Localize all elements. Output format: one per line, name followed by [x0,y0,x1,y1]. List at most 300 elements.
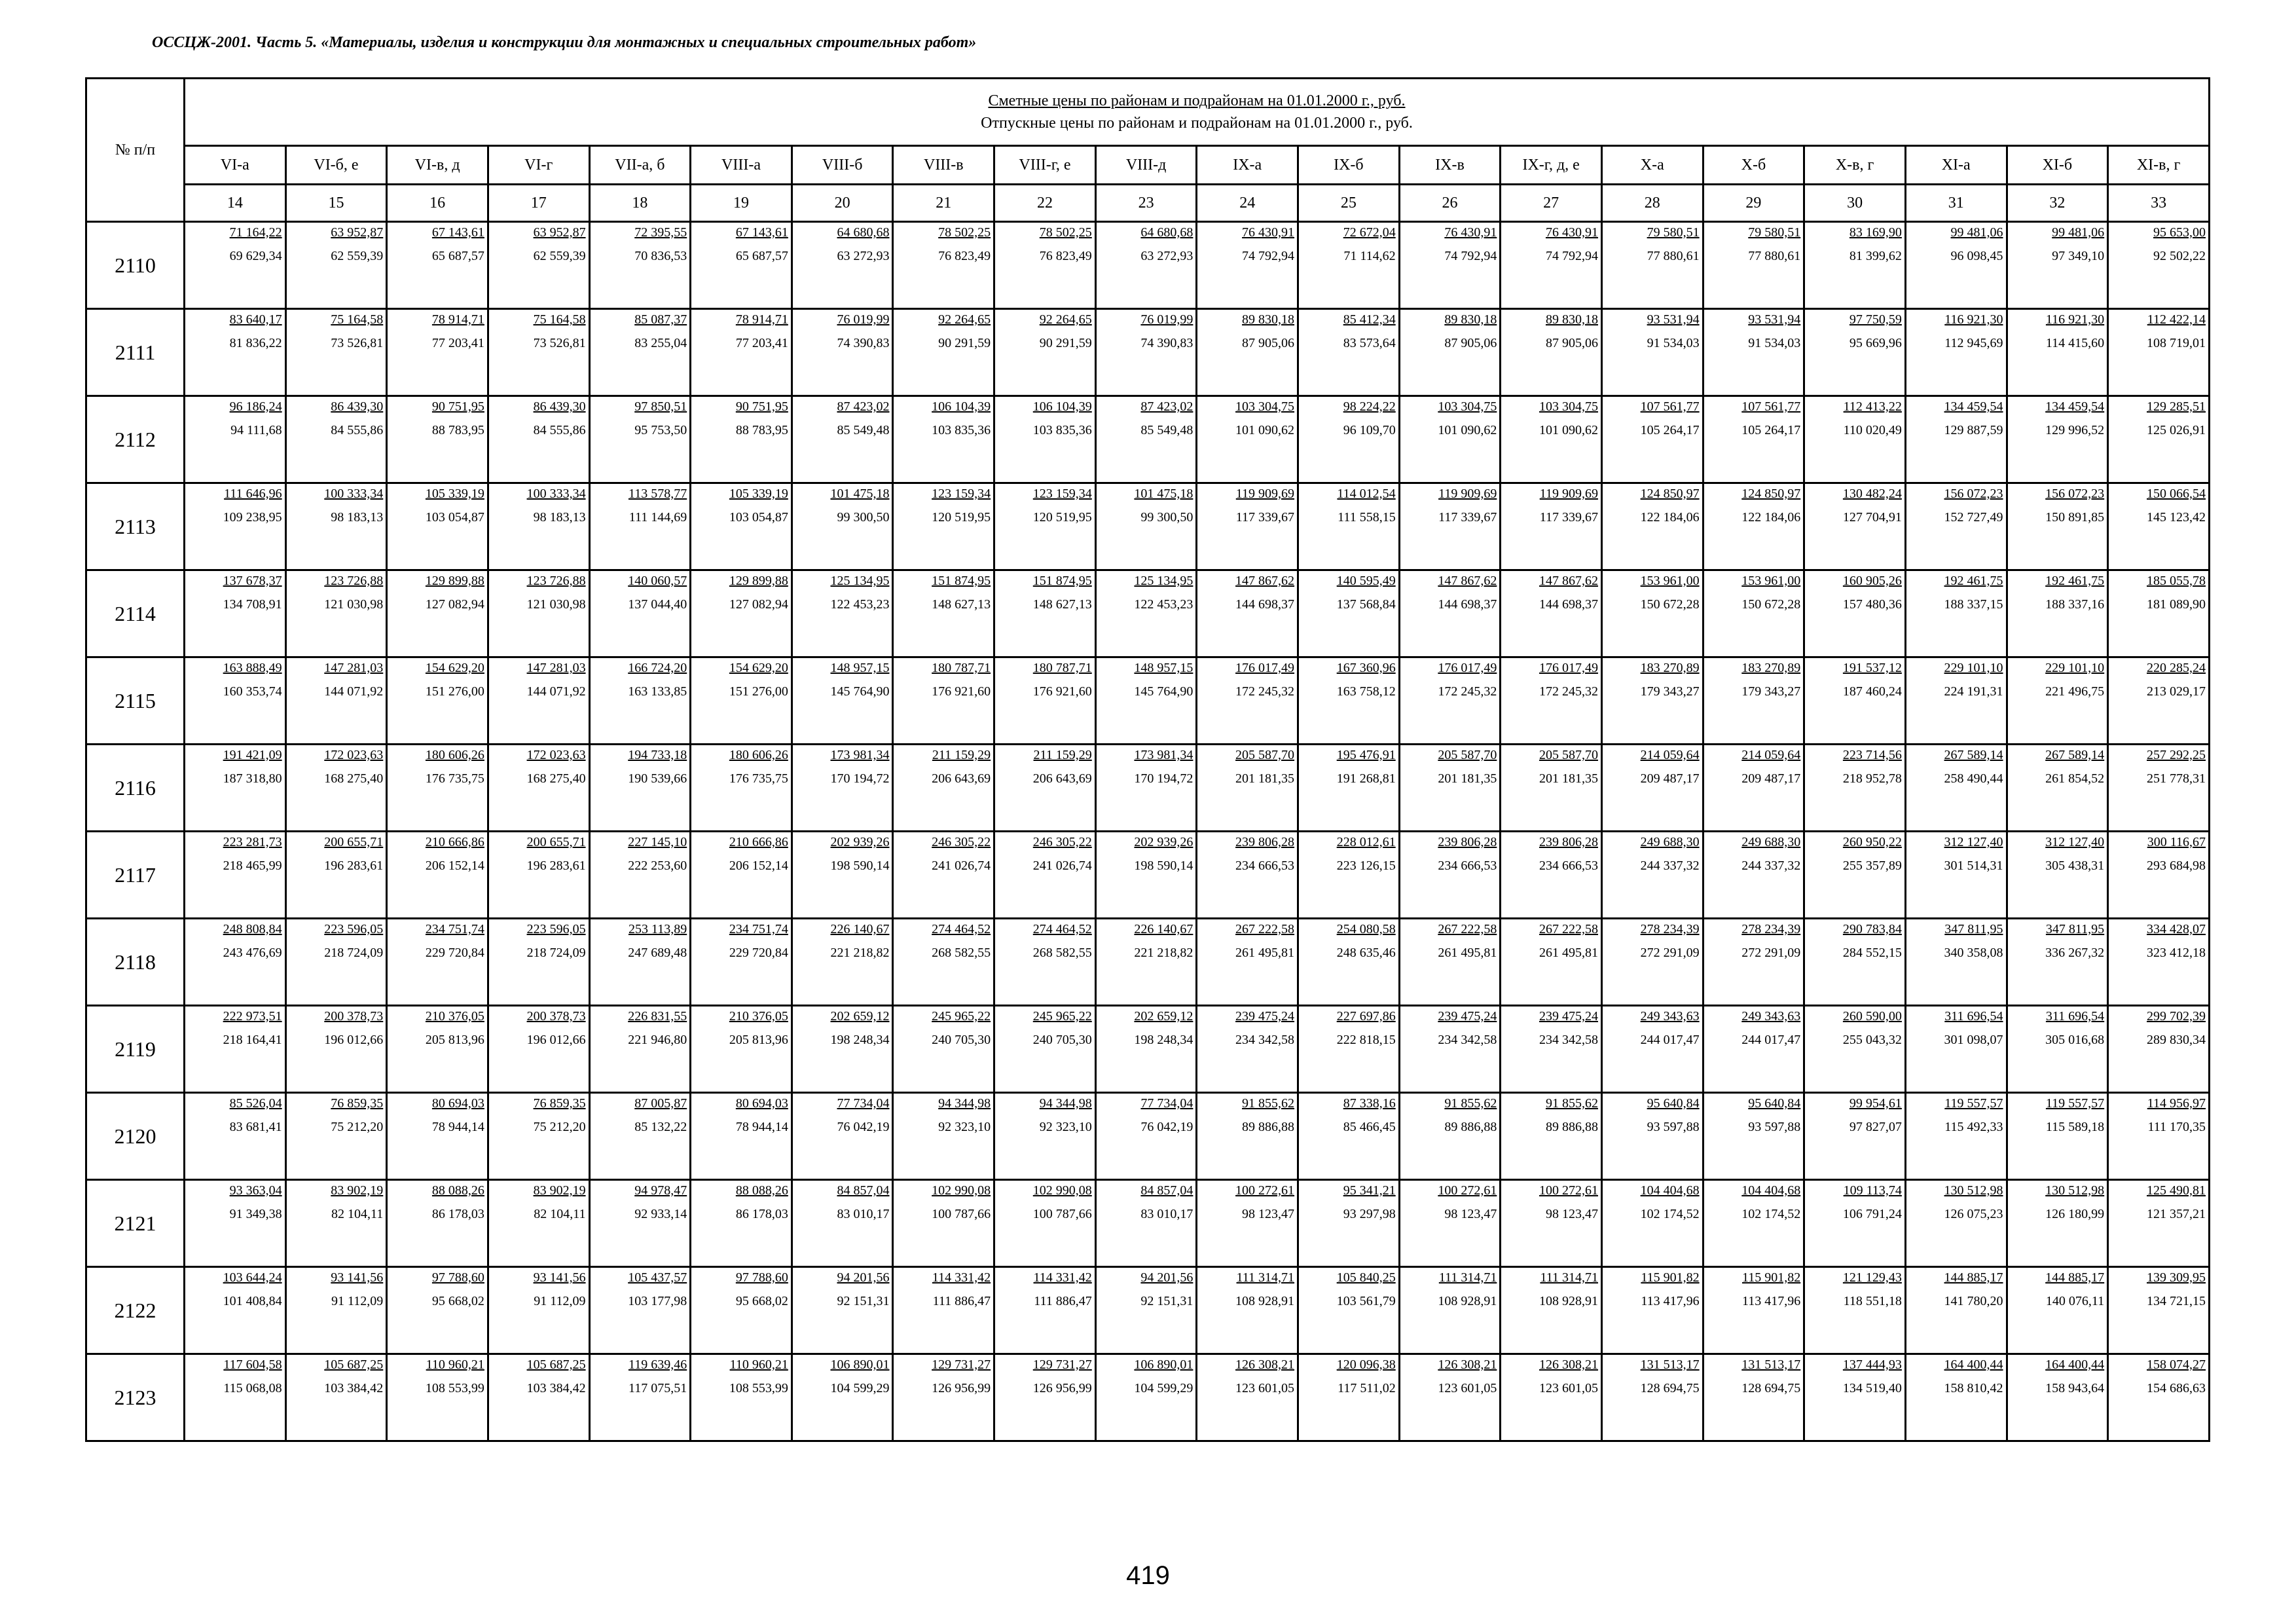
release-price: 134 708,91 [223,597,282,612]
price-cell [2007,1267,2108,1354]
estimated-price: 94 201,56 [837,1270,890,1285]
price-cell [285,745,387,832]
price-cell [387,483,488,570]
release-price: 88 783,95 [431,423,484,437]
estimated-price: 151 874,95 [1032,574,1092,588]
estimated-price: 95 640,84 [1748,1096,1801,1111]
price-cell [1095,1006,1197,1093]
release-price: 196 012,66 [526,1033,586,1047]
release-price: 86 178,03 [431,1207,484,1221]
estimated-price: 123 726,88 [526,574,586,588]
price-cell [589,919,691,1006]
price-cell [1905,396,2007,483]
release-price: 244 337,32 [1640,858,1700,873]
release-price: 144 698,37 [1438,597,1497,612]
estimated-price: 102 990,08 [1032,1183,1092,1198]
price-cell [893,832,994,919]
price-cell [2108,1093,2210,1180]
release-price: 69 629,34 [229,249,282,263]
release-price: 148 627,13 [932,597,991,612]
release-price: 121 030,98 [526,597,586,612]
price-cell [387,745,488,832]
price-cell [285,483,387,570]
release-price: 261 495,81 [1438,946,1497,960]
price-cell [589,1354,691,1441]
release-price: 118 551,18 [1843,1294,1902,1308]
release-price: 77 880,61 [1748,249,1801,263]
release-price: 145 764,90 [830,684,890,699]
release-price: 111 886,47 [932,1294,991,1308]
estimated-price: 148 957,15 [1134,661,1194,675]
table-row [86,1267,2210,1354]
release-price: 115 068,08 [223,1381,282,1395]
release-price: 244 337,32 [1741,858,1801,873]
release-price: 126 180,99 [2045,1207,2105,1221]
release-price: 213 029,17 [2147,684,2206,699]
price-cell [1501,1354,1602,1441]
price-cell [1298,1354,1400,1441]
estimated-price: 104 404,68 [1640,1183,1700,1198]
estimated-price: 180 606,26 [729,748,788,762]
region-header: VIII-г, е [994,146,1096,185]
estimated-price: 125 134,95 [830,574,890,588]
estimated-price: 107 561,77 [1741,399,1801,414]
estimated-price: 114 331,42 [932,1270,991,1285]
estimated-price: 91 855,62 [1242,1096,1295,1111]
release-price: 248 635,46 [1336,946,1396,960]
release-price: 150 891,85 [2045,510,2105,525]
release-price: 65 687,57 [431,249,484,263]
estimated-price: 164 400,44 [1944,1357,2003,1372]
release-price: 293 684,98 [2147,858,2206,873]
estimated-price: 76 430,91 [1242,225,1295,240]
price-cell [1095,657,1197,745]
price-cell [1501,1267,1602,1354]
price-cell [994,832,1096,919]
estimated-price: 210 666,86 [425,835,484,849]
estimated-price: 77 734,04 [1140,1096,1194,1111]
release-price: 229 720,84 [729,946,788,960]
price-cell [185,1006,286,1093]
estimated-price: 183 270,89 [1741,661,1801,675]
estimated-price: 96 186,24 [229,399,282,414]
estimated-price: 83 902,19 [533,1183,586,1198]
estimated-price: 200 655,71 [526,835,586,849]
estimated-price: 173 981,34 [1134,748,1194,762]
price-cell [185,1354,286,1441]
estimated-price: 144 885,17 [2045,1270,2105,1285]
release-price: 101 090,62 [1235,423,1295,437]
release-price: 268 582,55 [1032,946,1092,960]
estimated-price: 249 688,30 [1741,835,1801,849]
estimated-price: 311 696,54 [1944,1009,2003,1024]
release-price: 244 017,47 [1640,1033,1700,1047]
estimated-price: 211 159,29 [932,748,991,762]
release-price: 103 384,42 [526,1381,586,1395]
estimated-price: 67 143,61 [431,225,484,240]
price-cell [1804,570,1906,657]
estimated-price: 109 113,74 [1843,1183,1902,1198]
price-cell [1804,396,1906,483]
estimated-price: 83 640,17 [229,312,282,327]
release-price: 141 780,20 [1944,1294,2003,1308]
estimated-price: 76 019,99 [837,312,890,327]
release-price: 92 933,14 [634,1207,687,1221]
estimated-price: 110 960,21 [426,1357,484,1372]
num-header: № п/п [86,79,185,222]
estimated-price: 105 339,19 [729,487,788,501]
estimated-price: 87 005,87 [634,1096,687,1111]
release-price: 77 880,61 [1647,249,1700,263]
release-price: 123 601,05 [1438,1381,1497,1395]
price-cell [1399,570,1501,657]
estimated-price: 100 333,34 [526,487,586,501]
estimated-price: 200 378,73 [526,1009,586,1024]
release-price: 103 561,79 [1336,1294,1396,1308]
release-price: 91 534,03 [1748,336,1801,350]
estimated-price: 210 376,05 [729,1009,788,1024]
price-cell [1197,570,1298,657]
release-price: 92 151,31 [837,1294,890,1308]
release-price: 105 264,17 [1640,423,1700,437]
release-price: 83 573,64 [1343,336,1396,350]
release-price: 62 559,39 [533,249,586,263]
column-number: 32 [2007,185,2108,222]
price-cell [1298,657,1400,745]
price-cell [1197,919,1298,1006]
estimated-price: 88 088,26 [735,1183,788,1198]
release-price: 201 181,35 [1539,771,1598,786]
release-price: 198 590,14 [830,858,890,873]
release-price: 101 408,84 [223,1294,282,1308]
price-cell [994,1180,1096,1267]
estimated-price: 267 222,58 [1539,922,1598,936]
estimated-price: 102 990,08 [932,1183,991,1198]
estimated-price: 220 285,24 [2147,661,2206,675]
price-cell [589,657,691,745]
estimated-price: 267 222,58 [1438,922,1497,936]
estimated-price: 211 159,29 [1033,748,1092,762]
release-price: 150 672,28 [1741,597,1801,612]
price-cell [1298,1267,1400,1354]
release-price: 120 519,95 [1032,510,1092,525]
release-price: 121 357,21 [2147,1207,2206,1221]
price-cell [691,745,792,832]
price-cell [2007,222,2108,309]
estimated-price: 95 653,00 [2153,225,2206,240]
column-number: 27 [1501,185,1602,222]
release-price: 91 112,09 [534,1294,586,1308]
region-header: X-б [1703,146,1804,185]
price-cell [1905,1006,2007,1093]
release-price: 103 054,87 [425,510,484,525]
price-cell [994,1093,1096,1180]
release-price: 76 042,19 [837,1120,890,1134]
price-cell [1399,396,1501,483]
release-price: 91 534,03 [1647,336,1700,350]
estimated-price: 105 840,25 [1336,1270,1396,1285]
price-cell [2108,832,2210,919]
release-price: 112 945,69 [1944,336,2003,350]
estimated-price: 260 590,00 [1842,1009,1902,1024]
price-cell [1095,832,1197,919]
price-cell [1298,745,1400,832]
region-header: X-в, г [1804,146,1906,185]
release-price: 158 943,64 [2045,1381,2105,1395]
estimated-price: 72 395,55 [634,225,687,240]
release-price: 191 268,81 [1336,771,1396,786]
release-price: 176 921,60 [1032,684,1092,699]
estimated-price: 299 702,39 [2147,1009,2206,1024]
column-number: 15 [285,185,387,222]
estimated-price: 78 914,71 [735,312,788,327]
release-price: 88 783,95 [735,423,788,437]
price-cell [1298,309,1400,396]
estimated-price: 90 751,95 [735,399,788,414]
price-cell [387,832,488,919]
price-cell [488,832,589,919]
release-price: 209 487,17 [1741,771,1801,786]
release-price: 91 112,09 [331,1294,384,1308]
release-price: 100 787,66 [932,1207,991,1221]
price-cell [1601,832,1703,919]
estimated-price: 92 264,65 [938,312,991,327]
price-cell [1298,483,1400,570]
price-cell [2007,745,2108,832]
estimated-price: 180 787,71 [1032,661,1092,675]
price-cell [1095,1354,1197,1441]
release-price: 117 075,51 [628,1381,687,1395]
price-cell [1298,396,1400,483]
estimated-price: 234 751,74 [425,922,484,936]
estimated-price: 84 857,04 [1140,1183,1194,1198]
release-price: 134 721,15 [2147,1294,2206,1308]
price-cell [1298,1006,1400,1093]
release-price: 258 490,44 [1944,771,2003,786]
price-cell [1501,919,1602,1006]
price-cell [2108,396,2210,483]
row-number: 2115 [86,657,185,745]
estimated-price: 166 724,20 [628,661,687,675]
release-price: 198 590,14 [1134,858,1194,873]
estimated-price: 267 589,14 [1944,748,2003,762]
price-cell [893,396,994,483]
price-cell [1804,745,1906,832]
estimated-price: 119 639,46 [628,1357,687,1372]
price-cell [2007,1093,2108,1180]
estimated-price: 90 751,95 [431,399,484,414]
release-price: 125 026,91 [2147,423,2206,437]
estimated-price: 205 587,70 [1438,748,1497,762]
price-cell [1601,1267,1703,1354]
price-cell [994,919,1096,1006]
estimated-price: 131 513,17 [1741,1357,1801,1372]
release-price: 163 133,85 [628,684,687,699]
release-price: 99 300,50 [1140,510,1194,525]
release-price: 301 098,07 [1944,1033,2003,1047]
price-cell [2007,396,2108,483]
estimated-price: 94 201,56 [1140,1270,1194,1285]
release-price: 206 643,69 [932,771,991,786]
region-header: VI-б, е [285,146,387,185]
release-price: 76 042,19 [1140,1120,1194,1134]
table-row [86,1093,2210,1180]
estimated-price: 223 714,56 [1842,748,1902,762]
release-price: 221 946,80 [628,1033,687,1047]
estimated-price: 114 956,97 [2147,1096,2206,1111]
release-price: 81 399,62 [1849,249,1902,263]
release-price: 218 952,78 [1842,771,1902,786]
release-price: 117 511,02 [1338,1381,1396,1395]
price-cell [893,745,994,832]
release-price: 206 152,14 [729,858,788,873]
price-cell [2108,483,2210,570]
price-cell [1804,222,1906,309]
release-price: 98 183,13 [331,510,384,525]
release-price: 96 098,45 [1950,249,2003,263]
price-cell [488,1354,589,1441]
table-row [86,570,2210,657]
estimated-prices-title: Сметные цены по районам и подрайонам на 01.01.2000 г., руб. [988,92,1406,109]
region-header: IX-б [1298,146,1400,185]
estimated-price: 147 867,62 [1438,574,1497,588]
region-header: XI-в, г [2108,146,2210,185]
row-number: 2122 [86,1267,185,1354]
price-cell [1095,570,1197,657]
price-cell [185,1180,286,1267]
price-cell [1703,396,1804,483]
estimated-price: 94 344,98 [938,1096,991,1111]
release-price: 94 111,68 [230,423,282,437]
release-price: 102 174,52 [1741,1207,1801,1221]
release-price: 168 275,40 [526,771,586,786]
release-price: 115 492,33 [1944,1120,2003,1134]
release-price: 71 114,62 [1343,249,1396,263]
price-cell [994,396,1096,483]
estimated-price: 210 376,05 [425,1009,484,1024]
estimated-price: 126 308,21 [1539,1357,1598,1372]
estimated-price: 260 950,22 [1842,835,1902,849]
estimated-price: 107 561,77 [1640,399,1700,414]
table-row [86,657,2210,745]
release-price: 218 724,09 [324,946,384,960]
estimated-price: 176 017,49 [1438,661,1497,675]
price-cell [1703,1267,1804,1354]
price-cell [994,222,1096,309]
release-price: 111 144,69 [629,510,687,525]
release-price: 74 390,83 [1140,336,1194,350]
price-cell [691,222,792,309]
table-row [86,745,2210,832]
price-cell [387,1354,488,1441]
column-number: 29 [1703,185,1804,222]
estimated-price: 105 339,19 [425,487,484,501]
estimated-price: 63 952,87 [533,225,586,240]
price-cell [1703,483,1804,570]
estimated-price: 103 644,24 [223,1270,282,1285]
price-cell [1501,483,1602,570]
price-cell [1703,832,1804,919]
estimated-price: 106 104,39 [932,399,991,414]
release-price: 122 184,06 [1741,510,1801,525]
estimated-price: 129 731,27 [1032,1357,1092,1372]
release-price: 151 276,00 [425,684,484,699]
release-prices-title: Отпускные цены по районам и подрайонам на 01.01.2000 г., руб. [981,115,1413,132]
release-price: 289 830,34 [2147,1033,2206,1047]
estimated-price: 114 012,54 [1337,487,1396,501]
release-price: 117 339,67 [1438,510,1497,525]
estimated-price: 154 629,20 [729,661,788,675]
price-cell [285,1006,387,1093]
estimated-price: 83 169,90 [1849,225,1902,240]
price-cell [893,309,994,396]
estimated-price: 97 850,51 [634,399,687,414]
release-price: 103 384,42 [324,1381,384,1395]
price-cell [2007,1180,2108,1267]
release-price: 104 599,29 [830,1381,890,1395]
release-price: 196 012,66 [324,1033,384,1047]
release-price: 241 026,74 [932,858,991,873]
release-price: 97 827,07 [1849,1120,1902,1134]
release-price: 305 016,68 [2045,1033,2105,1047]
estimated-price: 115 901,82 [1741,1270,1801,1285]
release-price: 77 203,41 [735,336,788,350]
price-cell [387,570,488,657]
release-price: 74 390,83 [837,336,890,350]
estimated-price: 183 270,89 [1640,661,1700,675]
estimated-price: 228 012,61 [1336,835,1396,849]
release-price: 75 212,20 [331,1120,384,1134]
price-cell [1703,919,1804,1006]
estimated-price: 151 874,95 [932,574,991,588]
estimated-price: 176 017,49 [1539,661,1598,675]
estimated-price: 144 885,17 [1944,1270,2003,1285]
release-price: 113 417,96 [1741,1294,1801,1308]
release-price: 240 705,30 [1032,1033,1092,1047]
estimated-price: 64 680,68 [1140,225,1194,240]
estimated-price: 226 140,67 [830,922,890,936]
column-number: 23 [1095,185,1197,222]
price-cell [1399,222,1501,309]
estimated-price: 119 909,69 [1539,487,1598,501]
estimated-price: 106 104,39 [1032,399,1092,414]
estimated-price: 93 531,94 [1647,312,1700,327]
price-cell [185,309,286,396]
table-title-row [86,79,2210,146]
estimated-price: 278 234,39 [1741,922,1801,936]
row-number: 2110 [86,222,185,309]
price-cell [792,1093,893,1180]
estimated-price: 100 333,34 [324,487,384,501]
estimated-price: 125 490,81 [2147,1183,2206,1198]
estimated-price: 99 481,06 [2052,225,2105,240]
release-price: 234 342,58 [1438,1033,1497,1047]
price-cell [1501,1093,1602,1180]
price-cell [1197,1267,1298,1354]
estimated-price: 95 341,21 [1343,1183,1396,1198]
release-price: 150 672,28 [1640,597,1700,612]
release-price: 205 813,96 [729,1033,788,1047]
price-cell [1905,1180,2007,1267]
release-price: 176 735,75 [729,771,788,786]
release-price: 105 264,17 [1741,423,1801,437]
estimated-price: 229 101,10 [2045,661,2105,675]
estimated-price: 87 423,02 [837,399,890,414]
price-cell [488,745,589,832]
price-cell [1905,222,2007,309]
release-price: 63 272,93 [837,249,890,263]
price-cell [2007,483,2108,570]
